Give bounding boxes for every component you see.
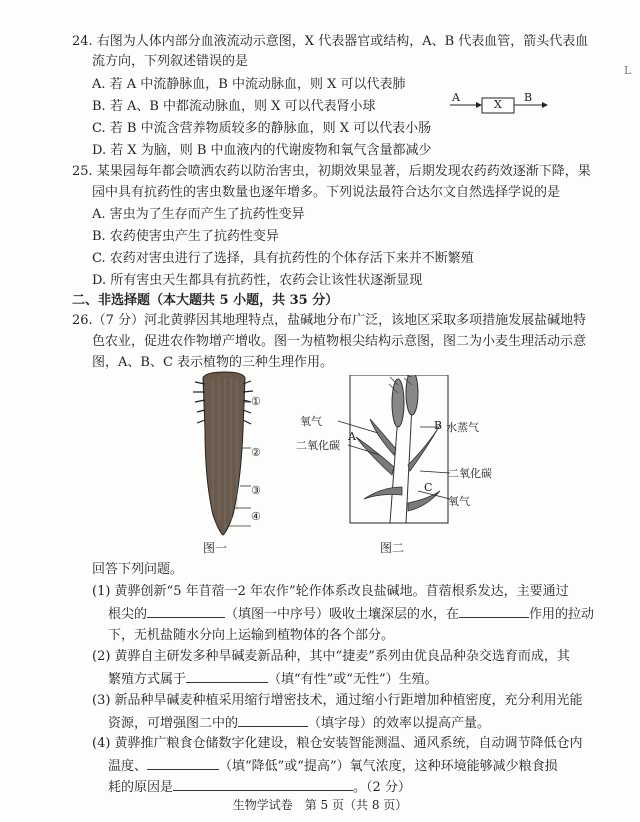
q26-p4-line1: (4) 黄骅推广粮食仓储数字化建设，粮仓安装智能测温、通风系统，自动调节降低仓内: [92, 736, 583, 751]
q25-stem-line2: 园中具有抗药性的害虫数量也逐年增多。下列说法最符合达尔文自然选择学说的是: [92, 185, 561, 200]
q26-p3-text-b: （填字母）的效率以提高产量。: [308, 716, 491, 731]
q26-stem-line2: 色农业，促进农作物增产增收。图一为植物根尖结构示意图，图二为小麦生理活动示意: [92, 334, 587, 349]
q26-p2-text-a: 繁殖方式属于: [108, 672, 187, 687]
q26-p2-line2: [108, 670, 438, 689]
q25-stem-line1: 25. 某果园每年都会喷洒农药以防治害虫，初期效果显著，后期发现农药药效逐渐下降，果: [72, 164, 591, 179]
root-tip-figure: [185, 370, 285, 540]
figure-two-caption: 图二: [380, 541, 405, 555]
q26-p1-line3: 下，无机盐随水分向上运输到植物体的各个部分。: [108, 628, 395, 643]
q26-p4-text-b: （填“降低”或“提高”）氧气浓度，这种环境能够减少粮食损: [219, 759, 558, 774]
q26-p1-blank-1[interactable]: [147, 605, 225, 618]
label-water-vapor: 水蒸气: [446, 421, 479, 434]
q24-option-c: C. 若 B 中流含营养物质较多的静脉血，则 X 可以代表小肠: [92, 121, 432, 136]
label-process-a: A: [348, 430, 356, 443]
q24-option-a: A. 若 A 中流静脉血，B 中流动脉血，则 X 可以代表肺: [92, 77, 406, 92]
q26-p1-blank-2[interactable]: [459, 605, 529, 618]
q25-option-d: D. 所有害虫天生都具有抗药性，农药会让该性状逐渐显现: [92, 273, 423, 288]
q26-p2-line1: (2) 黄骅自主研发多种旱碱麦新品种，其中“捷麦”系列由优良品种杂交选育而成，其: [92, 649, 570, 664]
diagram-organ-x: X: [494, 98, 502, 111]
q26-p3-text-a: 资源，可增强图二中的: [108, 716, 239, 731]
wheat-drawing: [290, 375, 460, 535]
label-co2-left: 二氧化碳: [296, 439, 340, 452]
blood-flow-diagram: [448, 91, 558, 119]
diagram-vessel-b: B: [524, 91, 533, 104]
wheat-figure: [290, 375, 492, 535]
q26-p1-text-b: （填图一中序号）吸收土壤深层的水，在: [225, 607, 460, 622]
q26-p1-line1: (1) 黄骅创新“5 年苜蓿一2 年农作”轮作体系改良盐碱地。苜蓿根系发达，主要通过: [92, 584, 569, 599]
diagram-vessel-a: A: [452, 91, 460, 104]
q24-stem-line1: 24. 右图为人体内部分血液流动示意图，X 代表器官或结构，A、B 代表血管，箭头代表血: [72, 34, 589, 49]
q24-stem-line2: 流方向，下列叙述错误的是: [92, 54, 249, 69]
q26-p3-line1: (3) 新品种旱碱麦种植采用缩行增密技术，通过缩小行距增加种植密度，充分利用光能: [92, 693, 583, 708]
page-footer: 生物学试卷 第 5 页（共 8 页）: [232, 798, 408, 812]
section-two-heading: 二、非选择题（本大题共 5 小题，共 35 分）: [72, 293, 339, 308]
root-zone-4: ④: [251, 510, 261, 523]
q26-p4-text-a: 温度、: [108, 759, 148, 774]
q24-option-d: D. 若 X 为脑，则 B 中血液内的代谢废物和氧气含量都减少: [92, 143, 432, 158]
blood-flow-diagram-svg: [448, 95, 558, 119]
root-tip-drawing: [185, 370, 285, 540]
q26-p1-text-a: 根尖的: [108, 607, 148, 622]
label-oxygen-bottom: 氧气: [448, 495, 470, 508]
q26-answer-intro: 回答下列问题。: [92, 562, 184, 577]
q26-p3-blank[interactable]: [238, 714, 308, 727]
q26-stem-line1: 26.（7 分）河北黄骅因其地理特点，盐碱地分布广泛，该地区采取多项措施发展盐碱地特: [72, 313, 587, 328]
margin-mark: L: [624, 64, 632, 77]
q25-option-c: C. 农药对害虫进行了选择，具有抗药性的个体存活下来并不断繁殖: [92, 251, 474, 266]
q26-p4-line2: [108, 757, 558, 776]
q26-p1-line2: [108, 605, 594, 624]
q26-p3-line2: [108, 714, 490, 733]
figure-one-caption: 图一: [203, 541, 228, 555]
q26-p4-text-c: 耗的原因是: [108, 780, 174, 795]
q26-p2-blank[interactable]: [186, 670, 268, 683]
label-oxygen-top: 氧气: [300, 415, 322, 428]
q26-p4-blank-2[interactable]: [173, 778, 353, 791]
label-process-c: C: [424, 481, 433, 494]
q24-option-b: B. 若 A、B 中都流动脉血，则 X 可以代表肾小球: [92, 99, 376, 114]
root-zone-1: ①: [251, 395, 261, 408]
root-zone-2: ②: [251, 446, 261, 459]
q26-p1-text-c: 作用的拉动: [529, 607, 595, 622]
q25-option-b: B. 农药使害虫产生了抗药性变异: [92, 229, 279, 244]
q25-option-a: A. 害虫为了生存而产生了抗药性变异: [92, 207, 305, 222]
label-co2-right: 二氧化碳: [448, 467, 492, 480]
q26-p2-text-b: （填“有性”或“无性”）生殖。: [268, 672, 438, 687]
q26-stem-line3: 图，A、B、C 表示植物的三种生理作用。: [92, 355, 334, 370]
root-zone-3: ③: [251, 484, 261, 497]
label-process-b: B: [434, 419, 443, 432]
q26-p4-blank-1[interactable]: [147, 757, 219, 770]
q26-p4-line3: [108, 778, 411, 797]
q26-p4-text-d: 。（2 分）: [353, 780, 411, 795]
